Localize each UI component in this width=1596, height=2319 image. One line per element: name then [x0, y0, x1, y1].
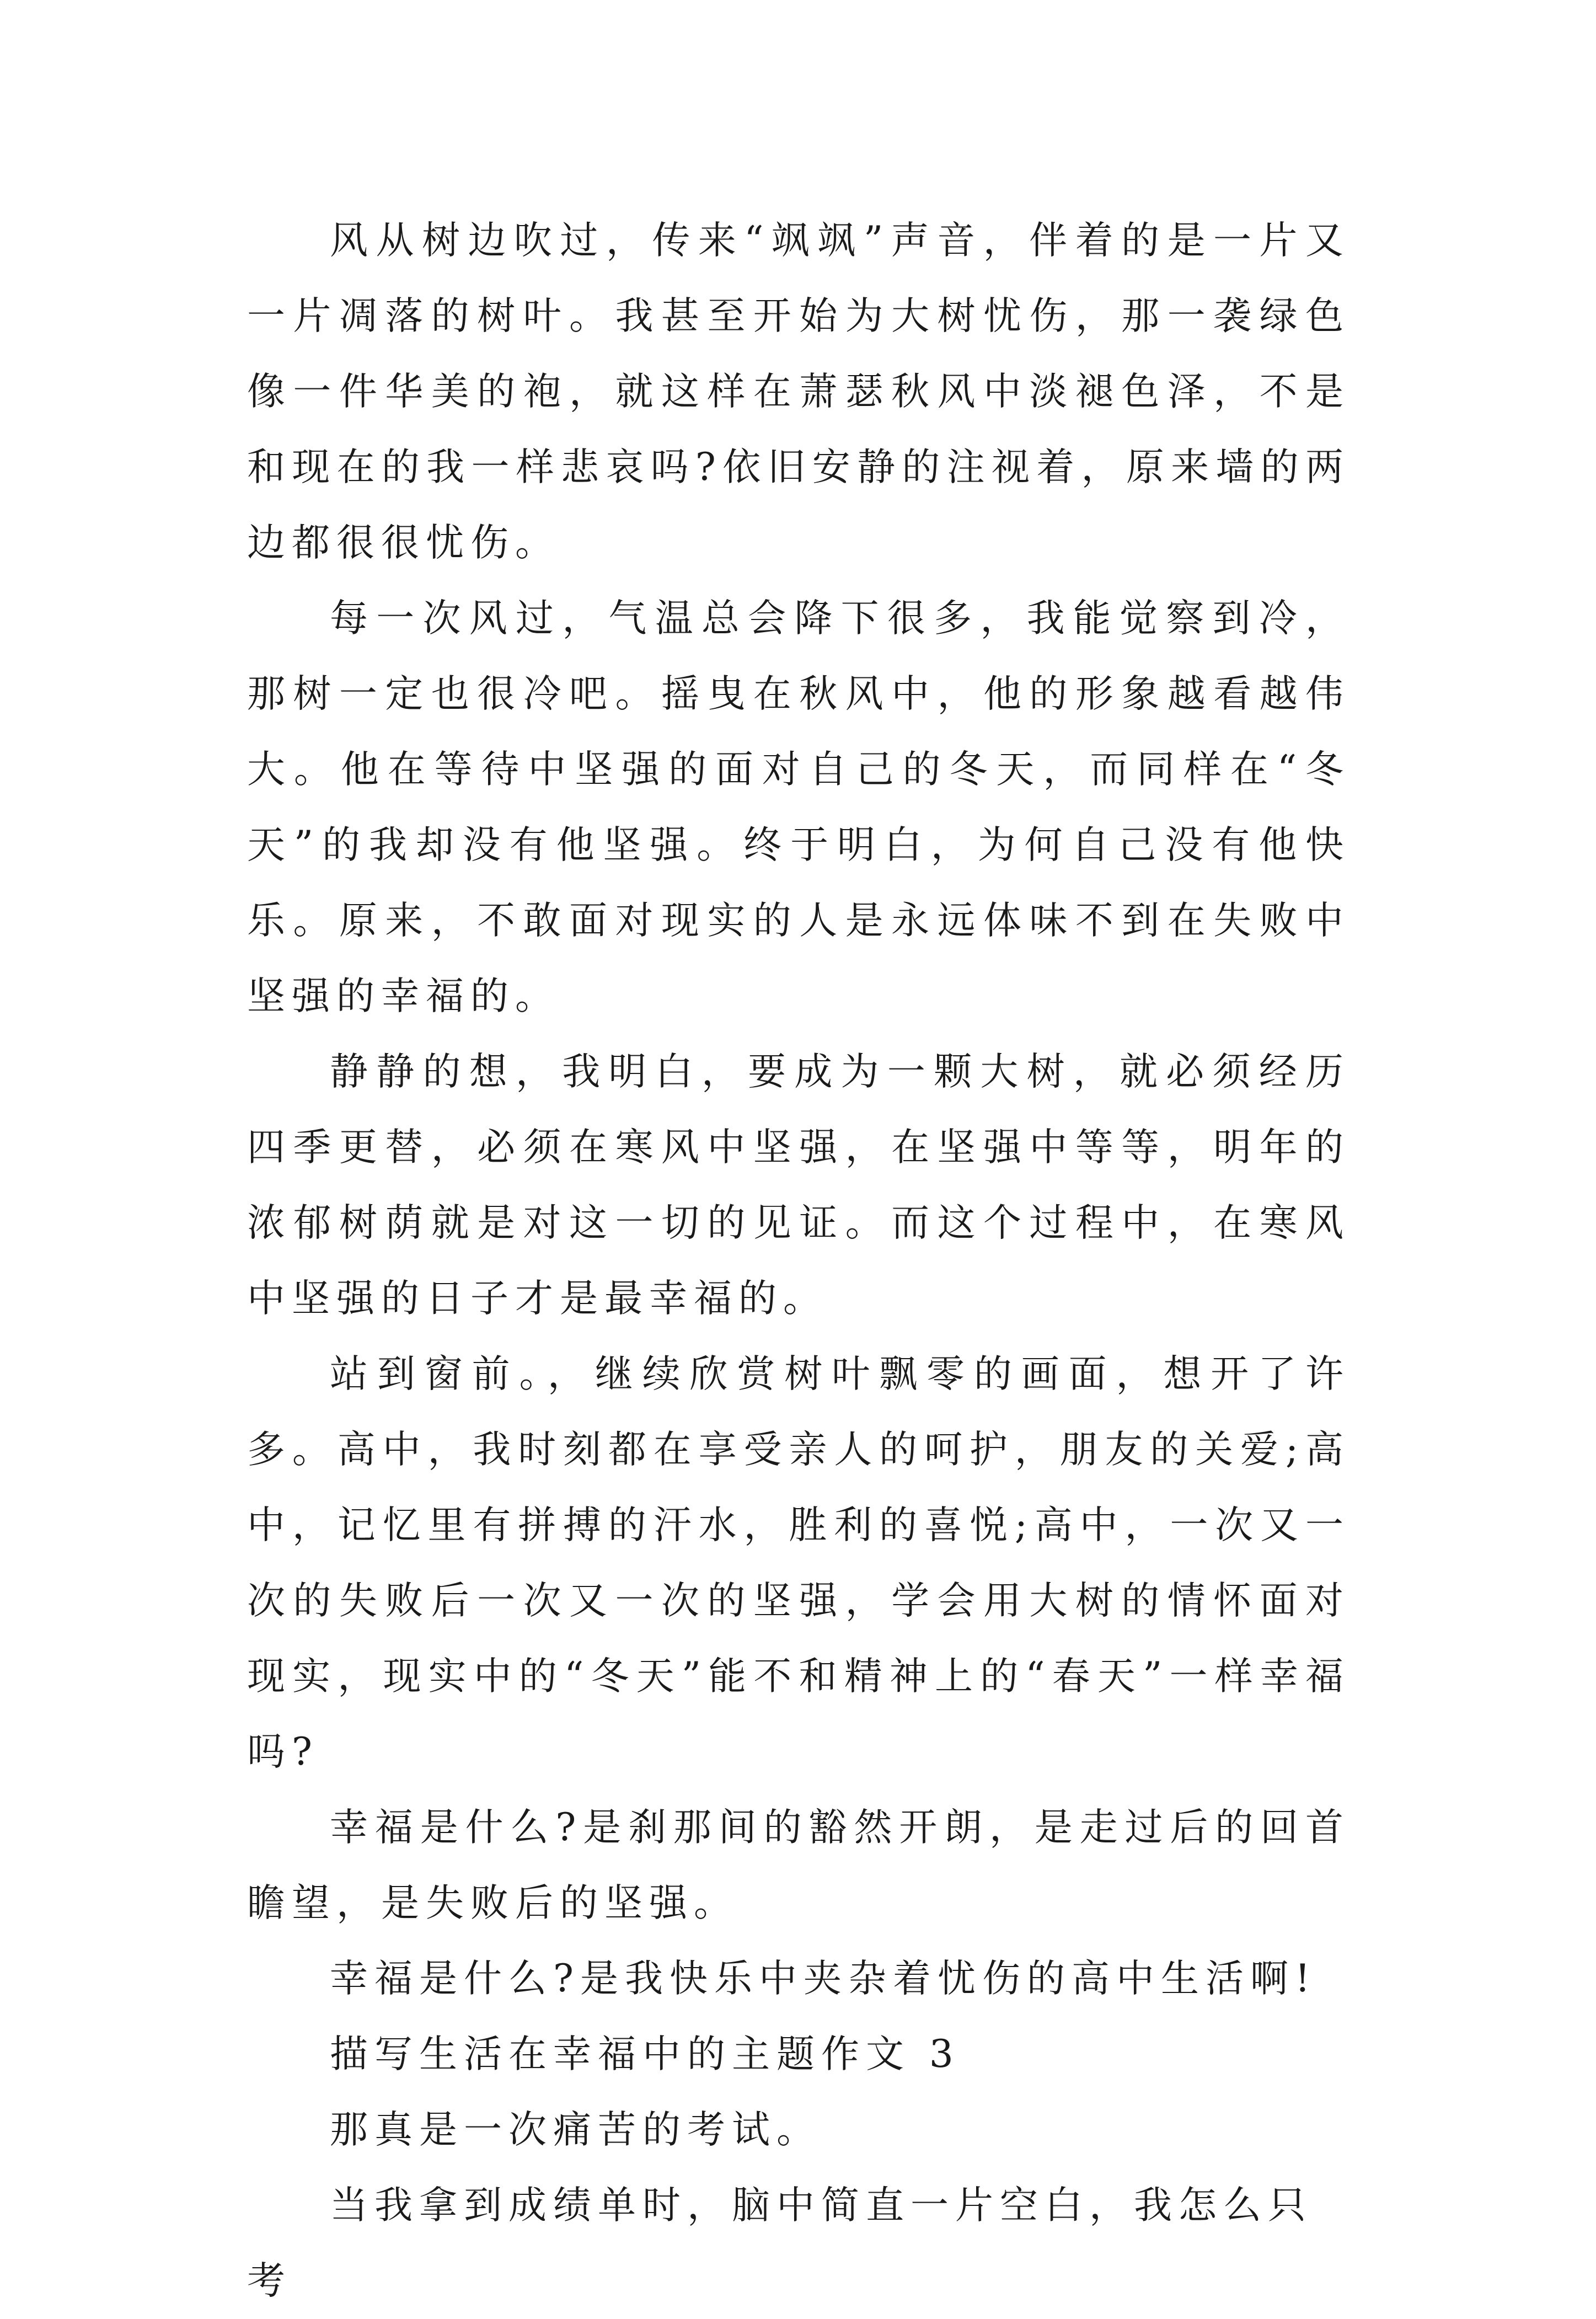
- paragraph-6: 幸福是什么?是我快乐中夹杂着忧伤的高中生活啊!: [330, 1957, 1317, 2001]
- paragraph-8: 当我拿到成绩单时，脑中简直一片空白，我怎么只考: [247, 2183, 1313, 2303]
- paragraph-4: 站到窗前。，继续欣赏树叶飘零的画面，想开了许多。高中，我时刻都在享受亲人的呵护，朋友的关爱;高中，记忆里有拼搏的汗水，胜利的喜悦;高中，一次又一次的失败后一次又一次的坚强，学会用大树的情怀面对现实，现实中的“冬天”能不和精神上的“春天”一样幸福吗?: [247, 1352, 1350, 1774]
- paragraph-2: 每一次风过，气温总会降下很多，我能觉察到冷，那树一定也很冷吧。摇曳在秋风中，他的形象越看越伟大。他在等待中坚强的面对自己的冬天，而同样在“冬天”的我却没有他坚强。终于明白，为何自己没有他快乐。原来，不敢面对现实的人是永远体味不到在失败中坚强的幸福的。: [247, 596, 1350, 1018]
- paragraph-3: 静静的想，我明白，要成为一颗大树，就必须经历四季更替，必须在寒风中坚强，在坚强中等等，明年的浓郁树荫就是对这一切的见证。而这个过程中，在寒风中坚强的日子才是最幸福的。: [247, 1050, 1350, 1321]
- section-heading: 描写生活在幸福中的主题作文 3: [330, 2032, 960, 2076]
- document-body: [247, 203, 1350, 2319]
- paragraph-5: 幸福是什么?是刹那间的豁然开朗，是走过后的回首瞻望，是失败后的坚强。: [247, 1805, 1350, 1925]
- paragraph-1: 风从树边吹过，传来“飒飒”声音，伴着的是一片又一片凋落的树叶。我甚至开始为大树忧伤，那一袭绿色像一件华美的袍，就这样在萧瑟秋风中淡褪色泽，不是和现在的我一样悲哀吗?依旧安静的注视着，原来墙的两边都很很忧伤。: [247, 218, 1350, 565]
- paragraph-7: 那真是一次痛苦的考试。: [330, 2108, 821, 2152]
